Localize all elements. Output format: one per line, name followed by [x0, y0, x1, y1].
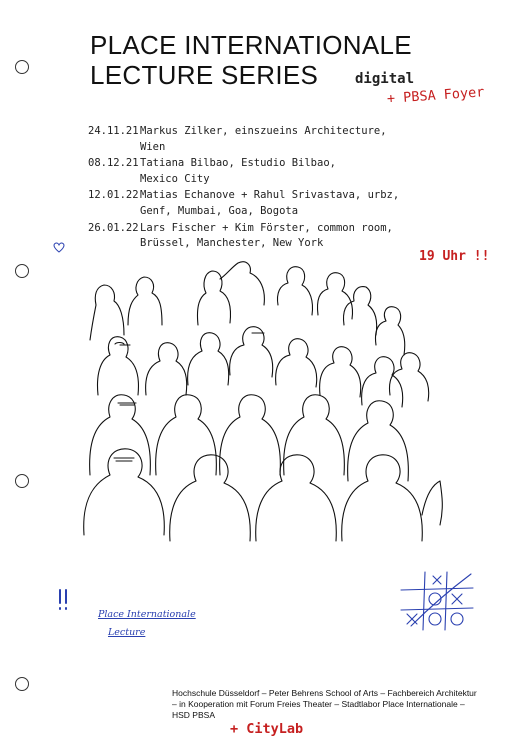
- lecture-item: [88, 188, 399, 219]
- handwritten-note-line-2: Lecture: [108, 627, 146, 638]
- handwritten-note-line-1: Place Internationale: [98, 609, 196, 620]
- lecture-speaker: Markus Zilker, einszueins Architecture,: [140, 125, 387, 137]
- crowd-illustration: [80, 245, 460, 545]
- lecture-date: 26.01.22: [88, 221, 139, 234]
- tictactoe-doodle-icon: [397, 568, 477, 634]
- lecture-item: [88, 124, 399, 155]
- lecture-date: 12.01.22: [88, 189, 139, 202]
- punch-hole-icon: [15, 264, 29, 278]
- footer-line: HSD PBSA: [172, 710, 215, 720]
- footer-line: Hochschule Düsseldorf – Peter Behrens School of Arts – Fachbereich Architektur: [172, 688, 477, 698]
- time-note: 19 Uhr !!: [419, 249, 490, 264]
- lecture-date: 24.11.21: [88, 125, 139, 137]
- page-title: PLACE INTERNATIONALE: [90, 30, 412, 60]
- citylab-label: + CityLab: [230, 721, 304, 737]
- handwritten-note: [98, 606, 196, 642]
- punch-hole-icon: [15, 60, 29, 74]
- lecture-location: Wien: [140, 140, 166, 153]
- lecture-location: Mexico City: [140, 172, 210, 185]
- lecture-speaker: Lars Fischer + Kim Förster, common room,: [140, 221, 393, 234]
- digital-label: digital: [355, 71, 415, 87]
- footer: [172, 688, 477, 721]
- punch-hole-icon: [15, 677, 29, 691]
- exclaim-doodle-icon: [56, 588, 70, 612]
- lecture-speaker: Tatiana Bilbao, Estudio Bilbao,: [140, 157, 336, 170]
- lecture-item: [88, 156, 399, 187]
- punch-hole-icon: [15, 474, 29, 488]
- heart-doodle-icon: [52, 240, 66, 254]
- lecture-list: [88, 124, 399, 253]
- lecture-date: 08.12.21: [88, 157, 139, 170]
- lecture-location: Brüssel, Manchester, New York: [140, 237, 324, 250]
- lecture-location: Genf, Mumbai, Goa, Bogota: [140, 204, 299, 217]
- footer-line: – in Kooperation mit Forum Freies Theater – Stadtlabor Place Internationale –: [172, 699, 465, 709]
- page-subtitle: LECTURE SERIES: [90, 60, 319, 90]
- pbsa-foyer-label: + PBSA Foyer: [386, 84, 485, 107]
- lecture-speaker: Matias Echanove + Rahul Srivastava, urbz,: [140, 189, 400, 202]
